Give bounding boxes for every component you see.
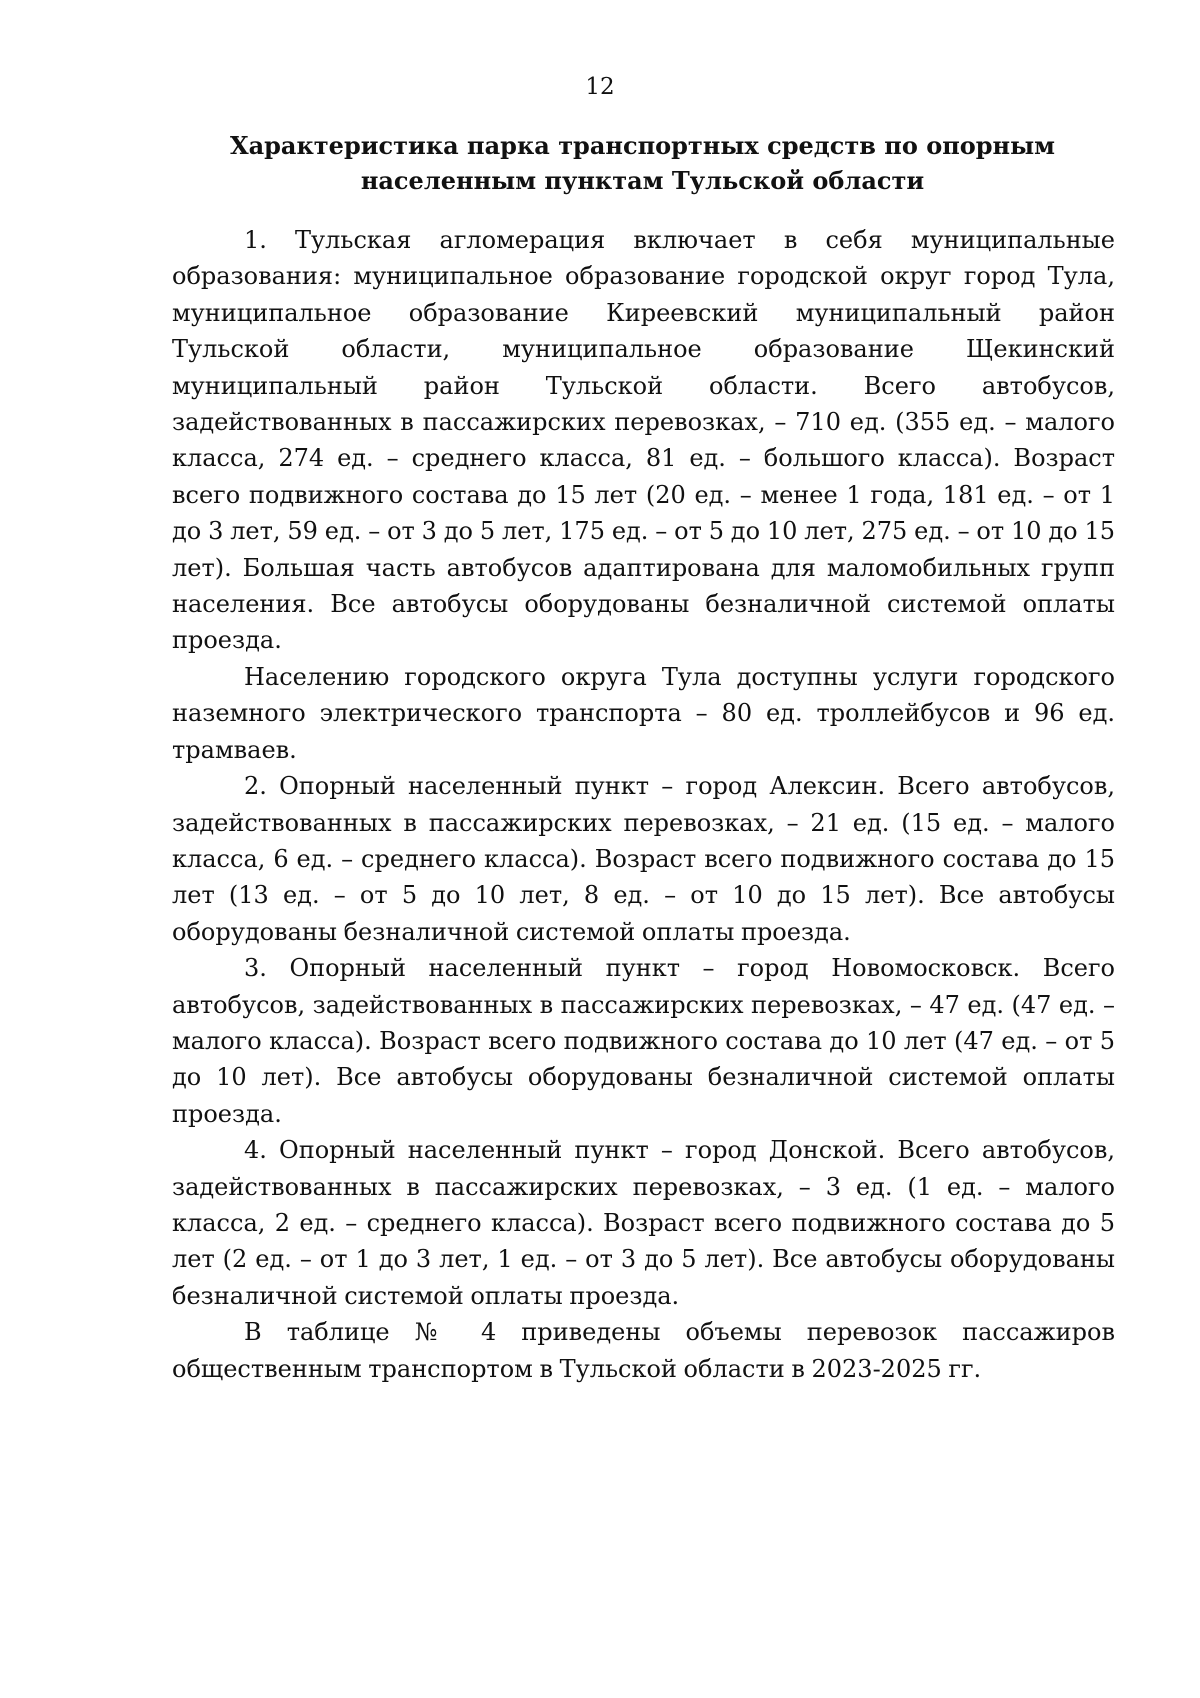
paragraph-donskoy: 4. Опорный населенный пункт – город Донской. Всего автобусов, задействованных в пассажирских перевозках, – 3 ед. (1 ед. – малого класса, 2 ед. – среднего класса). Возраст всего подвижного состава до 5 лет (2 ед. – от 1 до 3 лет, 1 ед. – от 3 до 5 лет). Все автобусы оборудованы безналичной системой оплаты проезда. [172,1136,1115,1310]
paragraph-tula-electric-transport: Населению городского округа Тула доступны услуги городского наземного электрического транспорта – 80 ед. троллейбусов и 96 ед. трамваев. [172,662,1115,764]
document-body [172,222,1115,1387]
paragraph-aleksin: 2. Опорный населенный пункт – город Алексин. Всего автобусов, задействованных в пассажирских перевозках, – 21 ед. (15 ед. – малого класса, 6 ед. – среднего класса). Возраст всего подвижного состава до 15 лет (13 ед. – от 5 до 10 лет, 8 ед. – от 10 до 15 лет). Все автобусы оборудованы безналичной системой оплаты проезда. [172,772,1115,946]
paragraph-table-reference: В таблице № 4 приведены объемы перевозок пассажиров общественным транспортом в Тульской области в 2023-2025 гг. [172,1318,1115,1383]
paragraph-novomoskovsk: 3. Опорный населенный пункт – город Новомосковск. Всего автобусов, задействованных в пассажирских перевозках, – 47 ед. (47 ед. – малого класса). Возраст всего подвижного состава до 10 лет (47 ед. – от 5 до 10 лет). Все автобусы оборудованы безналичной системой оплаты проезда. [172,954,1115,1128]
section-title-line-1: Характеристика парка транспортных средств по опорным [229,131,1056,160]
section-title [170,128,1115,198]
section-title-line-2: населенным пунктам Тульской области [360,166,925,195]
page-number: 12 [585,74,615,100]
paragraph-tula-agglomeration: 1. Тульская агломерация включает в себя муниципальные образования: муниципальное образование городской округ город Тула, муниципальное образование Киреевский муниципальный район Тульской области, муниципальное образование Щекинский муниципальный район Тульской области. Всего автобусов, задействованных в пассажирских перевозках, – 710 ед. (355 ед. – малого класса, 274 ед. – среднего класса, 81 ед. – большого класса). Возраст всего подвижного состава до 15 лет (20 ед. – менее 1 года, 181 ед. – от 1 до 3 лет, 59 ед. – от 3 до 5 лет, 175 ед. – от 5 до 10 лет, 275 ед. – от 10 до 15 лет). Большая часть автобусов адаптирована для маломобильных групп населения. Все автобусы оборудованы безналичной системой оплаты проезда. [172,226,1115,655]
